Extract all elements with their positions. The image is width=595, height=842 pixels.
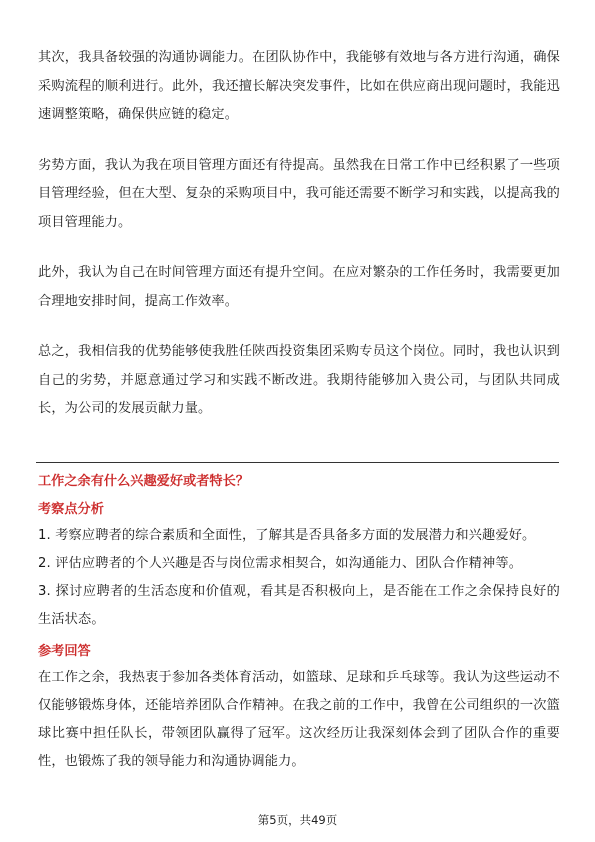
page-number: 第5页，共49页 bbox=[257, 813, 338, 827]
lower-content bbox=[38, 498, 560, 776]
paragraph-weakness-project: 劣势方面，我认为我在项目管理方面还有待提高。虽然我在日常工作中已经积累了一些项目管理经验，但在大型、复杂的采购项目中，我可能还需要不断学习和实践，以提高我的项目管理能力。 bbox=[38, 157, 560, 230]
paragraph-summary: 总之，我相信我的优势能够使我胜任陕西投资集团采购专员这个岗位。同时，我也认识到自己的劣势，并愿意通过学习和实践不断改进。我期待能够加入贵公司，与团队共同成长，为公司的发展贡献力量。 bbox=[38, 344, 560, 416]
analysis-item: 3. 探讨应聘者的生活态度和价值观，看其是否积极向上，是否能在工作之余保持良好的生活状态。 bbox=[38, 584, 560, 627]
analysis-title: 考察点分析 bbox=[38, 502, 104, 517]
answer-title: 参考回答 bbox=[38, 644, 91, 659]
paragraph-communication: 其次，我具备较强的沟通协调能力。在团队协作中，我能够有效地与各方进行沟通，确保采购流程的顺利进行。此外，我还擅长解决突发事件，比如在供应商出现问题时，我能迅速调整策略，确保供应链的稳定。 bbox=[38, 50, 560, 122]
answer-text: 在工作之余，我热衷于参加各类体育活动，如篮球、足球和乒乓球等。我认为这些运动不仅能够锻炼身体，还能培养团队合作精神。在我之前的工作中，我曾在公司组织的一次篮球比赛中担任队长，带领团队赢得了冠军。这次经历让我深刻体会到了团队合作的重要性，也锻炼了我的领导能力和沟通协调能力。 bbox=[38, 670, 560, 769]
analysis-item: 2. 评估应聘者的个人兴趣是否与岗位需求相契合，如沟通能力、团队合作精神等。 bbox=[38, 556, 523, 571]
section-divider bbox=[36, 462, 559, 463]
question-heading: 工作之余有什么兴趣爱好或者特长？ bbox=[38, 474, 249, 489]
upper-content bbox=[38, 44, 560, 424]
paragraph-weakness-time: 此外，我认为自己在时间管理方面还有提升空间。在应对繁杂的工作任务时，我需要更加合理地安排时间，提高工作效率。 bbox=[38, 265, 560, 309]
analysis-item: 1. 考察应聘者的综合素质和全面性，了解其是否具备多方面的发展潜力和兴趣爱好。 bbox=[38, 528, 536, 543]
